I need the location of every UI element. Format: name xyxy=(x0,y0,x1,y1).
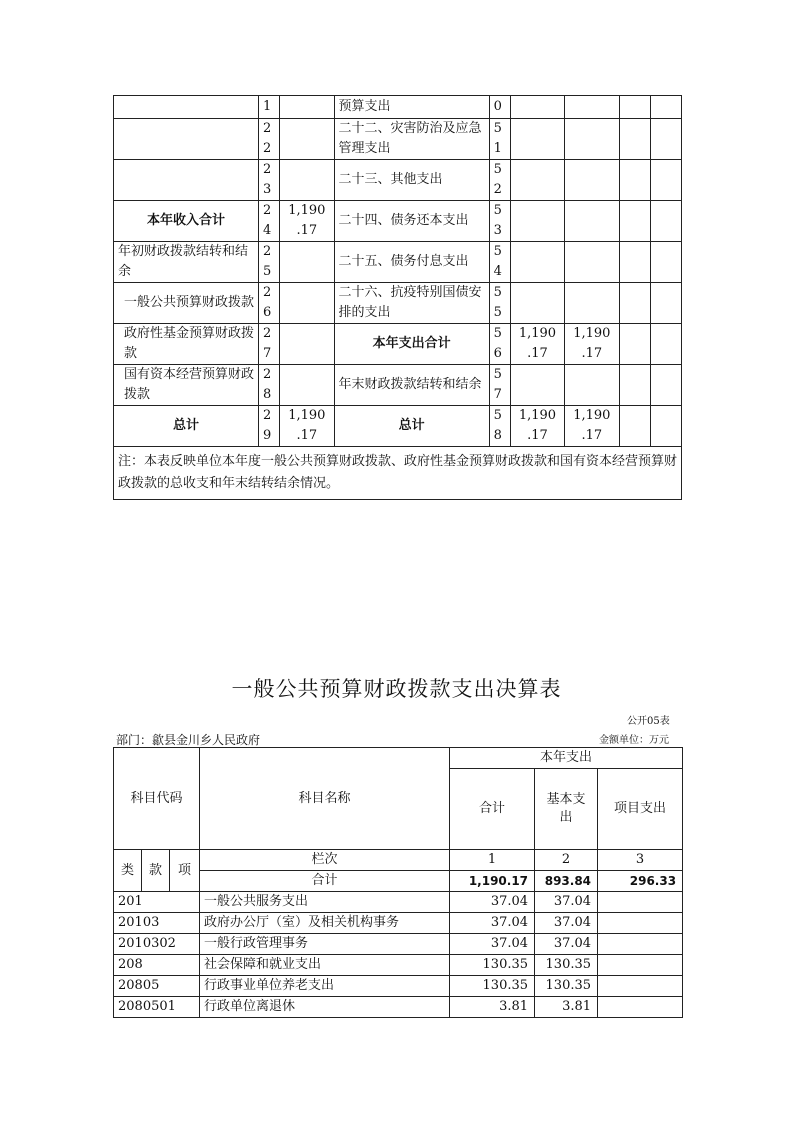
row-number: 2 2 xyxy=(259,119,280,160)
row-project xyxy=(598,913,683,934)
row-number: 5 3 xyxy=(489,201,510,242)
table-row xyxy=(114,976,683,997)
row-code: 201 xyxy=(114,892,200,913)
row-total: 3.81 xyxy=(450,997,535,1018)
header-xiang: 项 xyxy=(170,850,200,892)
table-row xyxy=(114,892,683,913)
row-cell xyxy=(619,119,650,160)
row-cell xyxy=(619,201,650,242)
row-value xyxy=(280,96,334,119)
fiscal-summary-table xyxy=(113,95,682,500)
table-row xyxy=(114,955,683,976)
row-value xyxy=(565,365,619,406)
header-name: 科目名称 xyxy=(200,748,450,850)
row-value xyxy=(280,119,334,160)
row-value xyxy=(565,119,619,160)
row-value xyxy=(565,160,619,201)
row-label: 政府性基金预算财政拨款 xyxy=(114,324,259,365)
row-code: 2080501 xyxy=(114,997,200,1018)
row-item: 年末财政拨款结转和结余 xyxy=(334,365,489,406)
header-total: 合计 xyxy=(450,769,535,850)
row-item: 二十二、灾害防治及应急管理支出 xyxy=(334,119,489,160)
row-value xyxy=(565,242,619,283)
row-project xyxy=(598,892,683,913)
row-cell xyxy=(619,324,650,365)
row-label: 年初财政拨款结转和结余 xyxy=(114,242,259,283)
table-row xyxy=(114,242,682,283)
row-value xyxy=(510,201,564,242)
row-total: 130.35 xyxy=(450,955,535,976)
form-number: 公开05表 xyxy=(627,716,670,727)
table-row xyxy=(114,119,682,160)
row-project xyxy=(598,955,683,976)
row-number: 2 4 xyxy=(259,201,280,242)
row-cell xyxy=(619,406,650,447)
row-item: 预算支出 xyxy=(334,96,489,119)
row-basic: 130.35 xyxy=(535,976,598,997)
header-col1: 1 xyxy=(450,850,535,871)
table-row xyxy=(114,160,682,201)
table-row xyxy=(114,283,682,324)
header-kuan: 款 xyxy=(142,850,170,892)
row-name: 行政事业单位养老支出 xyxy=(200,976,450,997)
row-project xyxy=(598,934,683,955)
row-cell xyxy=(619,96,650,119)
row-value: 1,190 .17 xyxy=(510,324,564,365)
row-project xyxy=(598,976,683,997)
row-number: 5 1 xyxy=(489,119,510,160)
row-cell xyxy=(619,283,650,324)
row-cell xyxy=(619,160,650,201)
row-value xyxy=(510,365,564,406)
header-col3: 3 xyxy=(598,850,683,871)
row-code: 20805 xyxy=(114,976,200,997)
row-cell xyxy=(650,119,681,160)
header-basic: 基本支出 xyxy=(535,769,598,850)
row-value: 1,190 .17 xyxy=(510,406,564,447)
header-lei: 类 xyxy=(114,850,142,892)
row-number: 5 6 xyxy=(489,324,510,365)
row-label xyxy=(114,119,259,160)
row-value xyxy=(565,96,619,119)
row-label: 国有资本经营预算财政拨款 xyxy=(114,365,259,406)
row-name: 一般行政管理事务 xyxy=(200,934,450,955)
row-number: 2 7 xyxy=(259,324,280,365)
row-name: 一般公共服务支出 xyxy=(200,892,450,913)
row-cell xyxy=(650,283,681,324)
row-value xyxy=(280,160,334,201)
row-label: 本年收入合计 xyxy=(114,201,259,242)
row-item: 总计 xyxy=(334,406,489,447)
table-row xyxy=(114,96,682,119)
row-total: 37.04 xyxy=(450,913,535,934)
row-value: 1,190 .17 xyxy=(280,406,334,447)
row-basic: 3.81 xyxy=(535,997,598,1018)
row-total: 130.35 xyxy=(450,976,535,997)
row-label xyxy=(114,160,259,201)
table-note: 注：本表反映单位本年度一般公共预算财政拨款、政府性基金预算财政拨款和国有资本经营预算财政拨款的总收支和年末结转结余情况。 xyxy=(114,447,682,500)
row-code: 20103 xyxy=(114,913,200,934)
total-row-total: 1,190.17 xyxy=(450,871,535,892)
table-row xyxy=(114,201,682,242)
row-item: 二十五、债务付息支出 xyxy=(334,242,489,283)
row-value xyxy=(280,242,334,283)
row-number: 2 8 xyxy=(259,365,280,406)
row-name: 社会保障和就业支出 xyxy=(200,955,450,976)
row-cell xyxy=(650,324,681,365)
table-row xyxy=(114,324,682,365)
row-name: 行政单位离退休 xyxy=(200,997,450,1018)
table-row xyxy=(114,913,683,934)
table-row xyxy=(114,934,683,955)
row-number: 5 5 xyxy=(489,283,510,324)
header-col2: 2 xyxy=(535,850,598,871)
row-cell xyxy=(650,160,681,201)
row-value xyxy=(565,201,619,242)
page-title: 一般公共预算财政拨款支出决算表 xyxy=(231,677,562,701)
row-total: 37.04 xyxy=(450,934,535,955)
table-row xyxy=(114,406,682,447)
row-code: 2010302 xyxy=(114,934,200,955)
row-basic: 37.04 xyxy=(535,892,598,913)
row-cell xyxy=(650,242,681,283)
row-number: 1 xyxy=(259,96,280,119)
row-name: 政府办公厅（室）及相关机构事务 xyxy=(200,913,450,934)
row-cell xyxy=(650,406,681,447)
row-value: 1,190 .17 xyxy=(565,324,619,365)
row-item: 二十六、抗疫特别国债安排的支出 xyxy=(334,283,489,324)
header-project: 项目支出 xyxy=(598,769,683,850)
row-project xyxy=(598,997,683,1018)
row-total: 37.04 xyxy=(450,892,535,913)
row-cell xyxy=(650,96,681,119)
header-lanci: 栏次 xyxy=(200,850,450,871)
row-cell xyxy=(619,242,650,283)
header-year-expense: 本年支出 xyxy=(450,748,683,769)
row-item: 本年支出合计 xyxy=(334,324,489,365)
row-cell xyxy=(650,365,681,406)
row-value: 1,190 .17 xyxy=(280,201,334,242)
table-row xyxy=(114,365,682,406)
row-basic: 37.04 xyxy=(535,913,598,934)
table-row xyxy=(114,997,683,1018)
row-value xyxy=(510,283,564,324)
row-value xyxy=(510,160,564,201)
row-value xyxy=(510,96,564,119)
table-note-row xyxy=(114,447,682,500)
expenditure-table xyxy=(113,747,683,1018)
row-basic: 37.04 xyxy=(535,934,598,955)
unit-label: 金额单位：万元 xyxy=(599,735,669,746)
row-value xyxy=(565,283,619,324)
row-cell xyxy=(650,201,681,242)
row-value: 1,190 .17 xyxy=(565,406,619,447)
header-code: 科目代码 xyxy=(114,748,200,850)
total-row-basic: 893.84 xyxy=(535,871,598,892)
row-number: 2 3 xyxy=(259,160,280,201)
row-label: 总计 xyxy=(114,406,259,447)
row-code: 208 xyxy=(114,955,200,976)
row-number: 0 xyxy=(489,96,510,119)
row-cell xyxy=(619,365,650,406)
row-number: 5 7 xyxy=(489,365,510,406)
row-number: 2 9 xyxy=(259,406,280,447)
row-value xyxy=(280,324,334,365)
row-value xyxy=(280,283,334,324)
row-label: 一般公共预算财政拨款 xyxy=(114,283,259,324)
row-number: 5 8 xyxy=(489,406,510,447)
row-value xyxy=(510,242,564,283)
row-value xyxy=(280,365,334,406)
row-item: 二十三、其他支出 xyxy=(334,160,489,201)
row-label xyxy=(114,96,259,119)
total-row-label: 合计 xyxy=(200,871,450,892)
total-row-project: 296.33 xyxy=(598,871,683,892)
row-item: 二十四、债务还本支出 xyxy=(334,201,489,242)
row-basic: 130.35 xyxy=(535,955,598,976)
row-value xyxy=(510,119,564,160)
department-label: 部门：歙县金川乡人民政府 xyxy=(116,733,261,747)
row-number: 2 6 xyxy=(259,283,280,324)
row-number: 5 4 xyxy=(489,242,510,283)
row-number: 2 5 xyxy=(259,242,280,283)
row-number: 5 2 xyxy=(489,160,510,201)
